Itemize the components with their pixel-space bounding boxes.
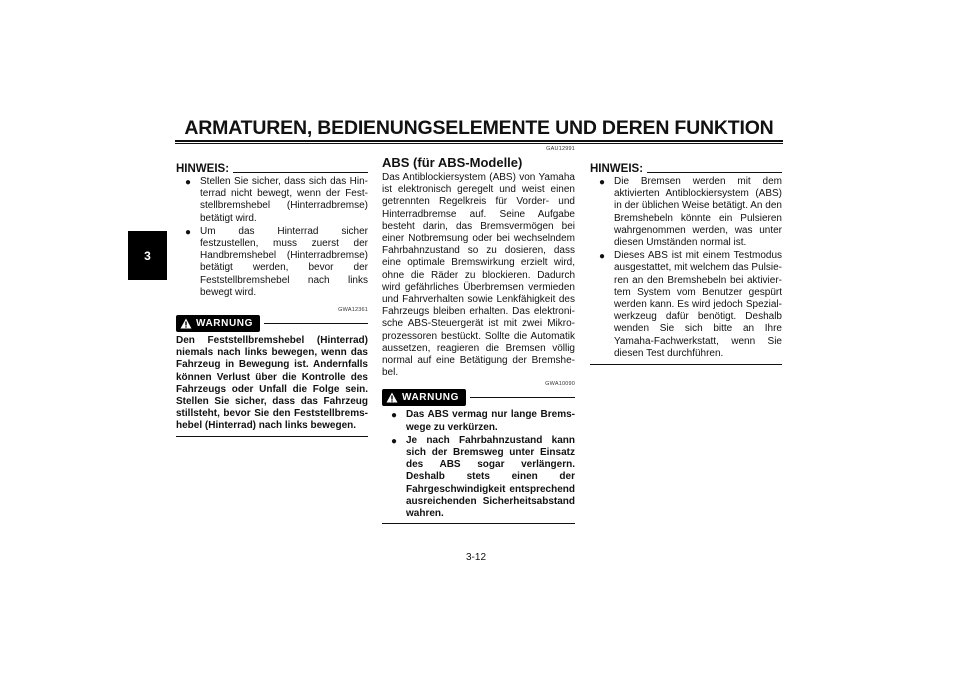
warning-code: GWA12361: [338, 307, 368, 314]
note-label: HINWEIS:: [176, 163, 230, 175]
note-heading: [176, 161, 368, 175]
note-heading: [590, 161, 782, 175]
bullet-icon: ●: [391, 410, 398, 422]
bullet-icon: ●: [185, 226, 192, 238]
list-item: ● Stellen Sie sicher, dass sich das Hinterrad nicht bewegt, wenn der Feststellbremshebel (Hinterradbremse) betätigt wird.: [185, 176, 368, 224]
warning-badge: [382, 389, 466, 406]
list-item: ● Dieses ABS ist mit einem Testmodus ausgestattet, mit welchem das Pulsieren an den Bremshebeln bei aktiviertem System vom Benutzer gespürt werden kann. Es wird jedoch Spezialwerkzeug dafür benötigt. Deshalb wenden Sie sich bitte an Ihre Yamaha-Fachwerkstatt, wenn Sie diesen Test durchführen.: [599, 250, 782, 359]
title-divider: [175, 140, 783, 142]
warning-code: GWA10090: [545, 381, 575, 388]
warning-heading: [382, 389, 575, 405]
bullet-icon: ●: [391, 435, 398, 447]
note-list: [176, 176, 368, 299]
bullet-icon: ●: [185, 177, 192, 188]
left-column: [176, 161, 368, 437]
list-item: ● Je nach Fahrbahnzustand kann sich der Bremsweg unter Einsatz des ABS sogar verlängern. Deshalb stets einen der Fahrgeschwindigkeit entsprechend ausreichenden Sicherheitsabstand wahren.: [391, 434, 575, 520]
warning-text: Den Feststellbremshebel (Hinterrad) niemals nach links bewegen, wenn das Fahrzeug in Bewegung ist. Andernfalls können Verlust über die Kontrolle des Fahrzeugs oder Unfall die Folge sein. Stellen Sie sicher, dass das Fahrzeug stillsteht, bevor Sie den Feststellbremshebel (Hinterrad) nach links bewegen.: [176, 331, 368, 437]
warning-label: WARNUNG: [196, 317, 253, 329]
note-list: [590, 176, 782, 360]
warning-triangle-icon: [386, 392, 398, 403]
warning-list: [382, 405, 575, 524]
note-label: HINWEIS:: [590, 163, 644, 175]
list-item: ● Um das Hinterrad sicher festzustellen, muss zuerst der Handbremshebel (Hinterradbremse) betätigt werden, bevor der Feststellbremshebel nach links bewegt wird.: [185, 225, 368, 298]
warning-triangle-icon: [180, 318, 192, 329]
section-paragraph: Das Antiblockiersystem (ABS) von Yamaha ist elektronisch geregelt und weist einen getrennten Regelkreis für Vorder- und Hinterradbremse auf. Seine Aufgabe besteht darin, das Bremsvermögen bei einer Notbremsung oder bei wechselndem Fahrbahnzustand so zu dosieren, dass eine optimale Bremswirkung erzielt wird, ohne die Räder zu blockieren. Dadurch wird gefährliches Überbremsen vermieden und Fahrverhalten sowie Lenkfähigkeit des Fahrzeugs bleiben erhalten. Das elektronische ABS-Steuergerät ist mit zwei Mikroprozessoren bestückt. Sollte die Automatik aussetzen, reagieren die Bremsen völlig normal auf eine Betätigung der Bremshebel.: [382, 172, 575, 379]
chapter-number: 3: [144, 248, 151, 263]
list-item: ● Die Bremsen werden mit dem aktivierten Antiblockiersystem (ABS) in der üblichen Weise betätigt. An den Bremshebeln könnte ein Pulsieren wahrgenommen werden, was unter diesen Umständen normal ist.: [599, 176, 782, 249]
page-number: 3-12: [466, 552, 487, 563]
warning-label: WARNUNG: [402, 391, 459, 403]
right-column: [590, 161, 782, 365]
list-item: ● Das ABS vermag nur lange Bremswege zu verkürzen.: [391, 409, 575, 433]
note-end-rule: [590, 364, 782, 365]
page-title: ARMATUREN, BEDIENUNGSELEMENTE UND DEREN FUNKTION: [184, 117, 774, 139]
middle-column: [382, 146, 575, 524]
title-divider-thin: [175, 143, 783, 144]
section-heading: ABS (für ABS-Modelle): [382, 155, 523, 170]
chapter-tab: [128, 231, 167, 280]
bullet-icon: ●: [599, 177, 606, 188]
warning-heading: [176, 315, 368, 331]
warning-badge: [176, 315, 260, 332]
section-code: GAU12991: [546, 146, 575, 152]
bullet-icon: ●: [599, 251, 606, 263]
